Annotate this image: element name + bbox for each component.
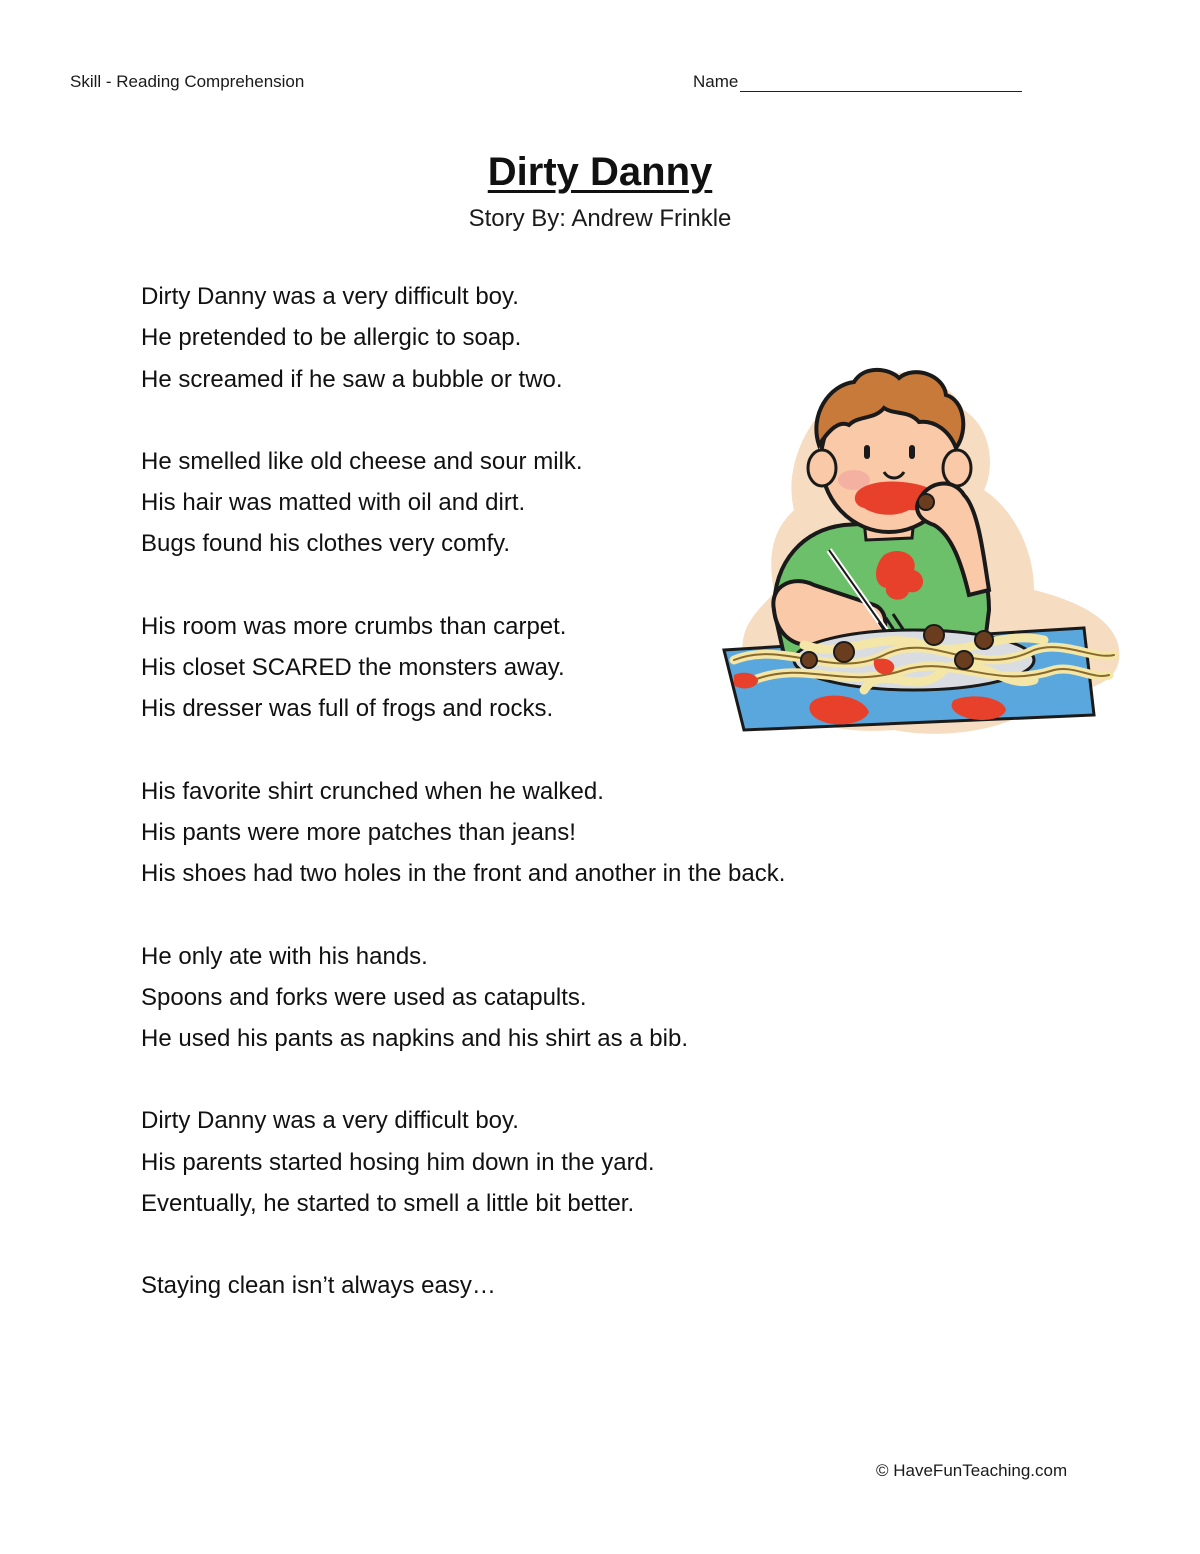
name-label: Name [693,72,739,91]
story-line: His parents started hosing him down in the yard. [141,1148,655,1176]
story-line: Spoons and forks were used as catapults. [141,983,587,1011]
story-line: Dirty Danny was a very difficult boy. [141,1107,519,1135]
stanza [141,1265,921,1306]
story-line: His pants were more patches than jeans! [141,818,576,846]
stanza [141,1100,921,1224]
story-line: His favorite shirt crunched when he walked. [141,777,604,805]
story-line: His hair was matted with oil and dirt. [141,489,526,517]
page-title: Dirty Danny [487,150,713,194]
story-line: He used his pants as napkins and his shirt as a bib. [141,1025,688,1053]
story-line: His dresser was full of frogs and rocks. [141,695,554,723]
story-line: Dirty Danny was a very difficult boy. [141,283,519,310]
story-line: He only ate with his hands. [141,942,428,970]
story-line: His room was more crumbs than carpet. [141,612,567,640]
name-blank-line[interactable] [740,73,1022,92]
story-line: Staying clean isn’t always easy… [141,1272,496,1300]
story-line: He smelled like old cheese and sour milk. [141,447,583,475]
story-byline: Story By: Andrew Frinkle [468,205,732,232]
story-line: His closet SCARED the monsters away. [141,654,565,682]
story-line: He pretended to be allergic to soap. [141,324,522,352]
story-line: Bugs found his clothes very comfy. [141,530,511,558]
stanza [141,771,921,895]
name-field [693,72,1022,92]
skill-label: Skill - Reading Comprehension [70,72,305,91]
stanza [141,936,921,1060]
messy-boy-eating-spaghetti-illustration [714,360,1134,740]
copyright-footer: © HaveFunTeaching.com [876,1461,1068,1480]
story-line: He screamed if he saw a bubble or two. [141,365,563,393]
story-line: Eventually, he started to smell a little bit better. [141,1190,635,1218]
story-line: His shoes had two holes in the front and another in the back. [141,860,786,888]
